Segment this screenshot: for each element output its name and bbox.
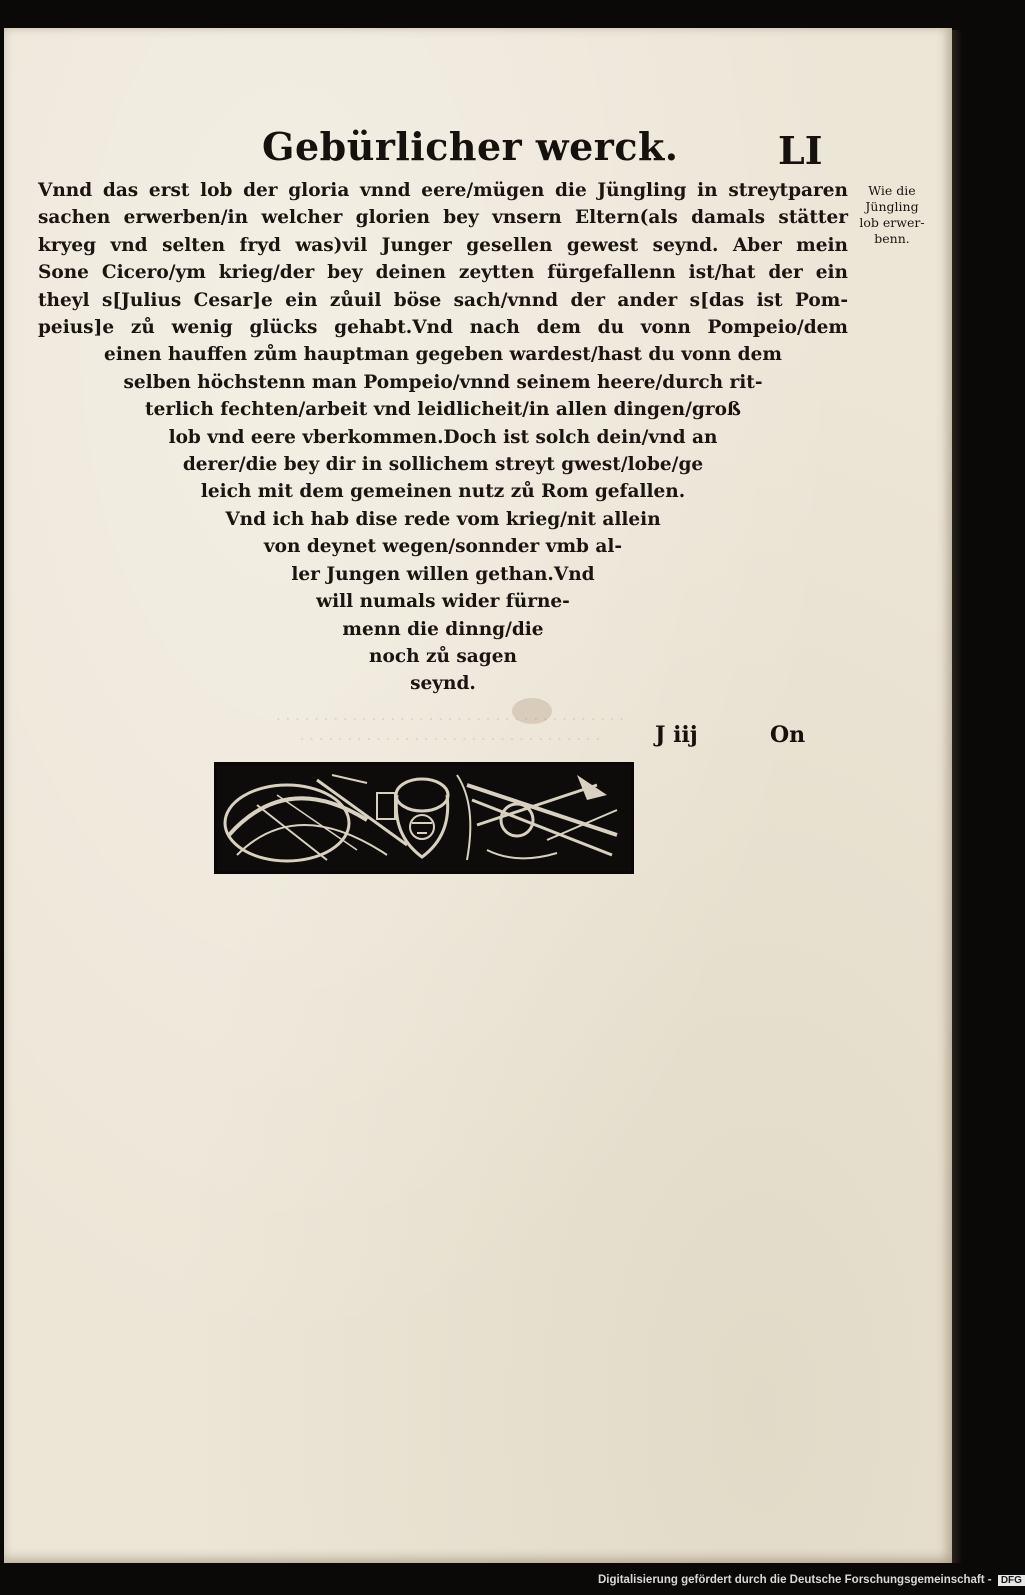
text-line: noch zů sagen <box>369 645 517 667</box>
page-edge <box>952 30 962 1563</box>
woodcut-ornament-icon <box>214 762 634 874</box>
show-through-text: . . . . . . . . . . . . . . . . . . . . . . . . . . . . . . . . . . . . . . . . . . . . . . . . . . . . . . . . . . . . . . . . . . . . . <box>275 706 625 744</box>
text-line: peius]e zů wenig glücks gehabt.Vnd nach dem du vonn Pompeio/dem <box>38 317 848 339</box>
marginal-note-line: Jüngling <box>865 199 919 214</box>
text-line: ler Jungen willen gethan.Vnd <box>291 563 595 585</box>
text-line: will numals wider fürne- <box>316 591 570 613</box>
text-line: sachen erwerben/in welcher glorien bey vnsern Eltern(als damals stätter <box>38 207 848 229</box>
text-line: leich mit dem gemeinen nutz zů Rom gefallen. <box>200 481 686 503</box>
text-line: selben höchstenn man Pompeio/vnnd seinem heere/durch rit- <box>123 371 763 393</box>
marginal-note-line: Wie die <box>868 183 916 198</box>
signature-mark: J iij <box>655 722 698 748</box>
text-line: menn die dinng/die <box>342 618 544 640</box>
text-line: kryeg vnd selten fryd was)vil Junger gesellen gewest seynd. Aber mein <box>38 234 848 256</box>
text-line: seynd. <box>410 673 476 695</box>
text-line: Sone Cicero/ym krieg/der bey deinen zeytten fürgefallenn ist/hat der ein <box>38 262 848 284</box>
marginal-note-line: lob erwer- <box>859 215 925 230</box>
footer-text: Digitalisierung gefördert durch die Deutsche Forschungsgemeinschaft - <box>598 1574 992 1586</box>
text-line: einen hauffen zům hauptman gegeben wardest/hast du vonn dem <box>104 344 782 366</box>
marginal-note <box>842 183 942 247</box>
catchword: On <box>770 722 806 748</box>
main-text-block <box>38 177 848 698</box>
running-title: Gebürlicher werck. <box>262 124 679 169</box>
text-line: theyl s[Julius Cesar]e ein zůuil böse sach/vnnd der ander s[das ist Pom- <box>38 289 848 311</box>
text-line: terlich fechten/arbeit vnd leidlicheit/in allen dingen/groß <box>145 399 741 421</box>
text-line: Vnd ich hab dise rede vom krieg/nit allein <box>225 508 661 530</box>
digitization-credit <box>598 1574 1022 1592</box>
text-line: von deynet wegen/sonnder vmb al- <box>263 536 623 558</box>
text-line: derer/die bey dir in sollichem streyt gwest/lobe/ge <box>182 454 704 476</box>
dfg-logo-icon: DFG <box>998 1575 1025 1586</box>
marginal-note-line: benn. <box>874 231 910 246</box>
text-line: lob vnd eere vberkommen.Doch ist solch dein/vnd an <box>168 426 718 448</box>
text-line: Vnnd das erst lob der gloria vnnd eere/mügen die Jüngling in streytparen <box>38 180 848 201</box>
folio-number: LI <box>778 128 823 173</box>
